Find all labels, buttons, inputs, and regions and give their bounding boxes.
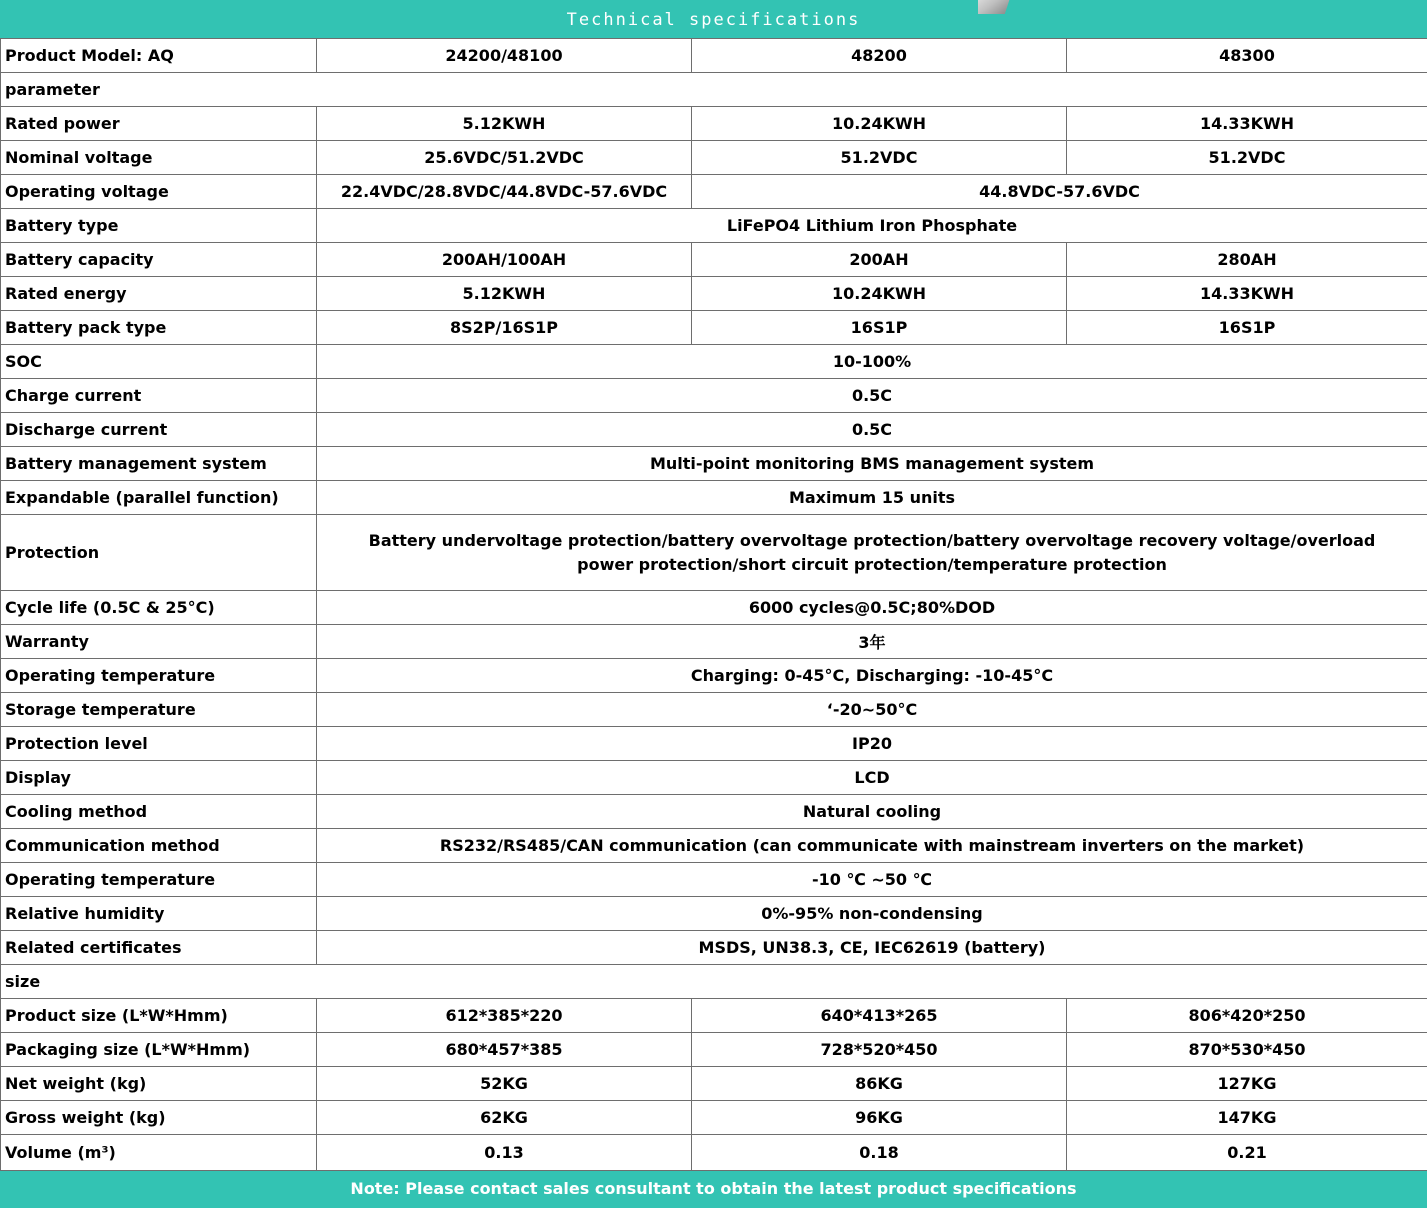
table-row xyxy=(1,795,1427,829)
model-cell: 24200/48100 xyxy=(317,39,692,73)
row-label: Cooling method xyxy=(1,795,317,829)
value-cell: 127KG xyxy=(1067,1067,1427,1101)
table-row xyxy=(1,625,1427,659)
value-cell: -10 ℃ ~50 ℃ xyxy=(317,863,1427,897)
value-cell: Charging: 0-45°C, Discharging: -10-45°C xyxy=(317,659,1427,693)
row-label: Packaging size (L*W*Hmm) xyxy=(1,1033,317,1067)
value-cell: 0.5C xyxy=(317,413,1427,447)
value-cell: 280AH xyxy=(1067,243,1427,277)
value-cell: 147KG xyxy=(1067,1101,1427,1135)
row-label: Relative humidity xyxy=(1,897,317,931)
value-cell: LiFePO4 Lithium Iron Phosphate xyxy=(317,209,1427,243)
table-row-header xyxy=(1,39,1427,73)
table-row xyxy=(1,897,1427,931)
page-title: Technical specifications xyxy=(566,10,861,30)
row-label: Volume (m³) xyxy=(1,1135,317,1171)
row-label: Nominal voltage xyxy=(1,141,317,175)
value-cell: 5.12KWH xyxy=(317,107,692,141)
value-cell: Maximum 15 units xyxy=(317,481,1427,515)
value-cell: 806*420*250 xyxy=(1067,999,1427,1033)
row-label: Related certificates xyxy=(1,931,317,965)
table-row xyxy=(1,1067,1427,1101)
model-cell: 48200 xyxy=(692,39,1067,73)
row-label: Cycle life (0.5C & 25°C) xyxy=(1,591,317,625)
model-label: Product Model: AQ xyxy=(1,39,317,73)
value-cell: 14.33KWH xyxy=(1067,277,1427,311)
value-cell: 51.2VDC xyxy=(1067,141,1427,175)
value-cell: IP20 xyxy=(317,727,1427,761)
value-cell: MSDS, UN38.3, CE, IEC62619 (battery) xyxy=(317,931,1427,965)
value-cell: 200AH/100AH xyxy=(317,243,692,277)
specifications-table xyxy=(0,38,1427,1171)
section-label: parameter xyxy=(1,73,1427,107)
table-row xyxy=(1,727,1427,761)
table-row xyxy=(1,659,1427,693)
row-label: Battery type xyxy=(1,209,317,243)
value-cell: Battery undervoltage protection/battery overvoltage protection/battery overvoltage recovery voltage/overload power protection/short circuit protection/temperature protection xyxy=(317,515,1427,591)
row-label: Protection xyxy=(1,515,317,591)
row-label: SOC xyxy=(1,345,317,379)
value-cell: 0.18 xyxy=(692,1135,1067,1171)
value-cell: 0.5C xyxy=(317,379,1427,413)
model-cell: 48300 xyxy=(1067,39,1427,73)
row-label: Gross weight (kg) xyxy=(1,1101,317,1135)
footer-note: Note: Please contact sales consultant to obtain the latest product specifications xyxy=(350,1179,1077,1198)
value-cell: LCD xyxy=(317,761,1427,795)
table-row xyxy=(1,1135,1427,1171)
value-cell: 16S1P xyxy=(692,311,1067,345)
value-cell: 5.12KWH xyxy=(317,277,692,311)
table-row xyxy=(1,379,1427,413)
table-row xyxy=(1,515,1427,591)
value-cell: 96KG xyxy=(692,1101,1067,1135)
row-label: Net weight (kg) xyxy=(1,1067,317,1101)
title-bar xyxy=(0,0,1427,38)
row-label: Operating temperature xyxy=(1,863,317,897)
table-row xyxy=(1,761,1427,795)
table-row xyxy=(1,175,1427,209)
value-cell: 14.33KWH xyxy=(1067,107,1427,141)
value-cell: 10.24KWH xyxy=(692,277,1067,311)
row-label: Battery management system xyxy=(1,447,317,481)
table-row xyxy=(1,107,1427,141)
table-row xyxy=(1,413,1427,447)
table-row xyxy=(1,209,1427,243)
table-row xyxy=(1,591,1427,625)
row-label: Operating voltage xyxy=(1,175,317,209)
row-label: Warranty xyxy=(1,625,317,659)
value-cell: Multi-point monitoring BMS management system xyxy=(317,447,1427,481)
value-cell: 22.4VDC/28.8VDC/44.8VDC-57.6VDC xyxy=(317,175,692,209)
value-cell: Natural cooling xyxy=(317,795,1427,829)
footer-note-bar xyxy=(0,1171,1427,1208)
row-label: Storage temperature xyxy=(1,693,317,727)
value-cell: 870*530*450 xyxy=(1067,1033,1427,1067)
value-cell: 44.8VDC-57.6VDC xyxy=(692,175,1427,209)
value-cell: 640*413*265 xyxy=(692,999,1067,1033)
table-row xyxy=(1,931,1427,965)
table-row xyxy=(1,1033,1427,1067)
table-row xyxy=(1,1101,1427,1135)
table-row xyxy=(1,999,1427,1033)
row-label: Expandable (parallel function) xyxy=(1,481,317,515)
value-cell: 16S1P xyxy=(1067,311,1427,345)
section-label: size xyxy=(1,965,1427,999)
value-cell: 51.2VDC xyxy=(692,141,1067,175)
value-cell: 6000 cycles@0.5C;80%DOD xyxy=(317,591,1427,625)
value-cell: 680*457*385 xyxy=(317,1033,692,1067)
row-label: Discharge current xyxy=(1,413,317,447)
table-row xyxy=(1,829,1427,863)
value-cell: 0%-95% non-condensing xyxy=(317,897,1427,931)
table-row xyxy=(1,481,1427,515)
value-cell: ‘-20~50°C xyxy=(317,693,1427,727)
table-row xyxy=(1,447,1427,481)
table-row xyxy=(1,277,1427,311)
table-row xyxy=(1,345,1427,379)
value-cell: 0.13 xyxy=(317,1135,692,1171)
row-label: Rated power xyxy=(1,107,317,141)
value-cell: 3年 xyxy=(317,625,1427,659)
decorative-corner-shape xyxy=(978,0,1014,18)
value-cell: 612*385*220 xyxy=(317,999,692,1033)
row-label: Charge current xyxy=(1,379,317,413)
value-cell: 62KG xyxy=(317,1101,692,1135)
section-row-size xyxy=(1,965,1427,999)
value-cell: 200AH xyxy=(692,243,1067,277)
row-label: Communication method xyxy=(1,829,317,863)
table-row xyxy=(1,243,1427,277)
row-label: Operating temperature xyxy=(1,659,317,693)
value-cell: 86KG xyxy=(692,1067,1067,1101)
row-label: Rated energy xyxy=(1,277,317,311)
value-cell: 52KG xyxy=(317,1067,692,1101)
section-row-parameter xyxy=(1,73,1427,107)
table-row xyxy=(1,863,1427,897)
row-label: Battery pack type xyxy=(1,311,317,345)
row-label: Product size (L*W*Hmm) xyxy=(1,999,317,1033)
table-row xyxy=(1,141,1427,175)
row-label: Display xyxy=(1,761,317,795)
table-row xyxy=(1,693,1427,727)
row-label: Protection level xyxy=(1,727,317,761)
value-cell: 10.24KWH xyxy=(692,107,1067,141)
value-cell: RS232/RS485/CAN communication (can communicate with mainstream inverters on the market) xyxy=(317,829,1427,863)
value-cell: 728*520*450 xyxy=(692,1033,1067,1067)
value-cell: 8S2P/16S1P xyxy=(317,311,692,345)
value-cell: 0.21 xyxy=(1067,1135,1427,1171)
value-cell: 25.6VDC/51.2VDC xyxy=(317,141,692,175)
value-cell: 10-100% xyxy=(317,345,1427,379)
table-row xyxy=(1,311,1427,345)
row-label: Battery capacity xyxy=(1,243,317,277)
